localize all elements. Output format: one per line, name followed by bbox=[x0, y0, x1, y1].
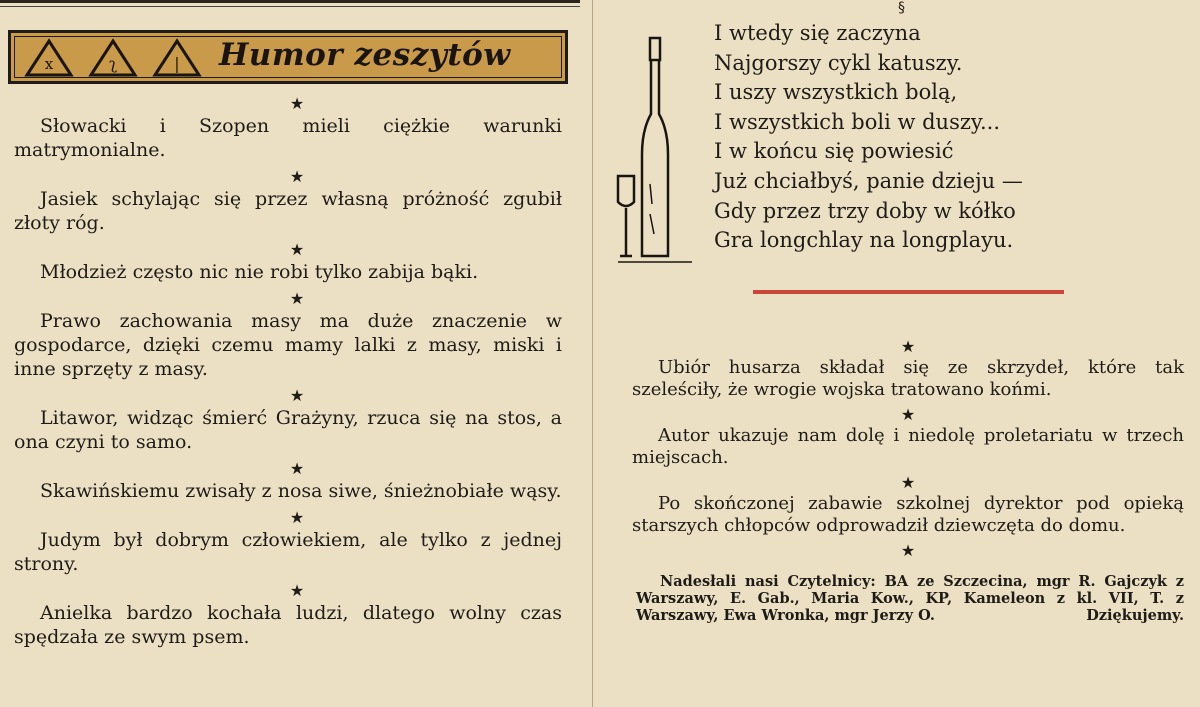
right-column-jokes bbox=[632, 338, 1184, 624]
star-separator: ★ bbox=[289, 386, 305, 405]
red-divider bbox=[753, 290, 1064, 294]
joke-text: Prawo zachowania masy ma duże znaczenie w gospodarce, dzięki czemu mamy lalki z masy, miski i inne sprzęty z masy. bbox=[14, 310, 562, 380]
sign-curve-glyph: ʅ bbox=[109, 54, 117, 73]
star-separator: ★ bbox=[289, 94, 305, 113]
joke-item bbox=[14, 460, 562, 503]
credits-text: Nadesłali nasi Czytelnicy: BA ze Szczecina, mgr R. Gajczyk z Warszawy, E. Gab., Maria Kow., KP, Kameleon z kl. VII, T. z Warszawy, Ewa Wronka, mgr Jerzy O. bbox=[636, 573, 1184, 624]
joke-text: Litawor, widząc śmierć Grażyny, rzuca się na stos, a ona czyni to samo. bbox=[14, 407, 562, 453]
column-divider bbox=[592, 0, 593, 707]
credits-thanks: Dziękujemy. bbox=[1086, 607, 1184, 624]
sign-curve-icon bbox=[91, 41, 135, 75]
poem-line: I uszy wszystkich bolą, bbox=[714, 80, 958, 105]
wine-glass-icon bbox=[618, 176, 634, 256]
poem-line: Już chciałbyś, panie dzieju — bbox=[714, 168, 1023, 193]
star-separator: ★ bbox=[289, 581, 305, 600]
joke-item bbox=[14, 509, 562, 576]
poem-line: I w końcu się powiesić bbox=[714, 139, 954, 164]
joke-text: Anielka bardzo kochała ludzi, dlatego wolny czas spędzała ze swym psem. bbox=[14, 602, 562, 648]
joke-item bbox=[632, 406, 1184, 469]
joke-text: Młodzież często nic nie robi tylko zabija bąki. bbox=[40, 261, 479, 283]
road-signs-group bbox=[21, 37, 211, 79]
joke-text: Judym był dobrym człowiekiem, ale tylko z jednej strony. bbox=[14, 529, 562, 575]
star-separator: ★ bbox=[900, 541, 916, 560]
joke-text: Skawińskiemu zwisały z nosa siwe, śnieżnobiałe wąsy. bbox=[40, 480, 562, 502]
sign-x-icon bbox=[27, 41, 71, 75]
joke-text: Po skończonej zabawie szkolnej dyrektor pod opieką starszych chłopców odprowadził dziewczęta do domu. bbox=[632, 493, 1184, 536]
star-separator: ★ bbox=[289, 240, 305, 259]
poem-line: I wtedy się zaczyna bbox=[714, 21, 921, 45]
star-separator: ★ bbox=[289, 289, 305, 308]
joke-text: Słowacki i Szopen mieli ciężkie warunki matrymonialne. bbox=[14, 115, 562, 161]
bottle-and-glass-illustration bbox=[612, 34, 702, 264]
joke-text: Jasiek schylając się przez własną próżność zgubił złoty róg. bbox=[14, 188, 562, 234]
page-marker: § bbox=[898, 0, 905, 16]
top-rule-thin bbox=[0, 6, 580, 7]
section-banner bbox=[8, 30, 568, 84]
sign-x-glyph: x bbox=[44, 55, 54, 73]
sign-line-glyph: | bbox=[174, 54, 180, 73]
joke-item bbox=[14, 95, 562, 162]
joke-item bbox=[14, 387, 562, 454]
star-separator: ★ bbox=[289, 167, 305, 186]
reader-credits bbox=[636, 573, 1184, 624]
star-separator: ★ bbox=[289, 459, 305, 478]
poem bbox=[714, 19, 1184, 256]
star-separator: ★ bbox=[900, 473, 916, 492]
joke-item bbox=[14, 168, 562, 235]
star-separator: ★ bbox=[900, 337, 916, 356]
joke-text: Autor ukazuje nam dolę i niedolę proletariatu w trzech miejscach. bbox=[632, 425, 1184, 468]
joke-item bbox=[14, 290, 562, 381]
poem-line: Gra longchlay na longplayu. bbox=[714, 228, 1014, 253]
star-separator: ★ bbox=[900, 405, 916, 424]
joke-item bbox=[632, 474, 1184, 537]
joke-item bbox=[632, 338, 1184, 401]
star-separator: ★ bbox=[289, 508, 305, 527]
left-column bbox=[14, 95, 562, 655]
poem-line: I wszystkich boli w duszy... bbox=[714, 109, 1001, 134]
section-title: Humor zeszytów bbox=[219, 37, 511, 73]
top-rule bbox=[0, 0, 580, 3]
poem-line: Gdy przez trzy doby w kółko bbox=[714, 198, 1016, 223]
joke-text: Ubiór husarza składał się ze skrzydeł, które tak szeleściły, że wrogie wojska tratowano końmi. bbox=[632, 357, 1184, 400]
joke-item bbox=[14, 241, 562, 284]
poem-line: Najgorszy cykl katuszy. bbox=[714, 50, 963, 75]
sign-line-icon bbox=[155, 41, 199, 75]
bottle-icon bbox=[642, 38, 668, 256]
joke-item bbox=[14, 582, 562, 649]
